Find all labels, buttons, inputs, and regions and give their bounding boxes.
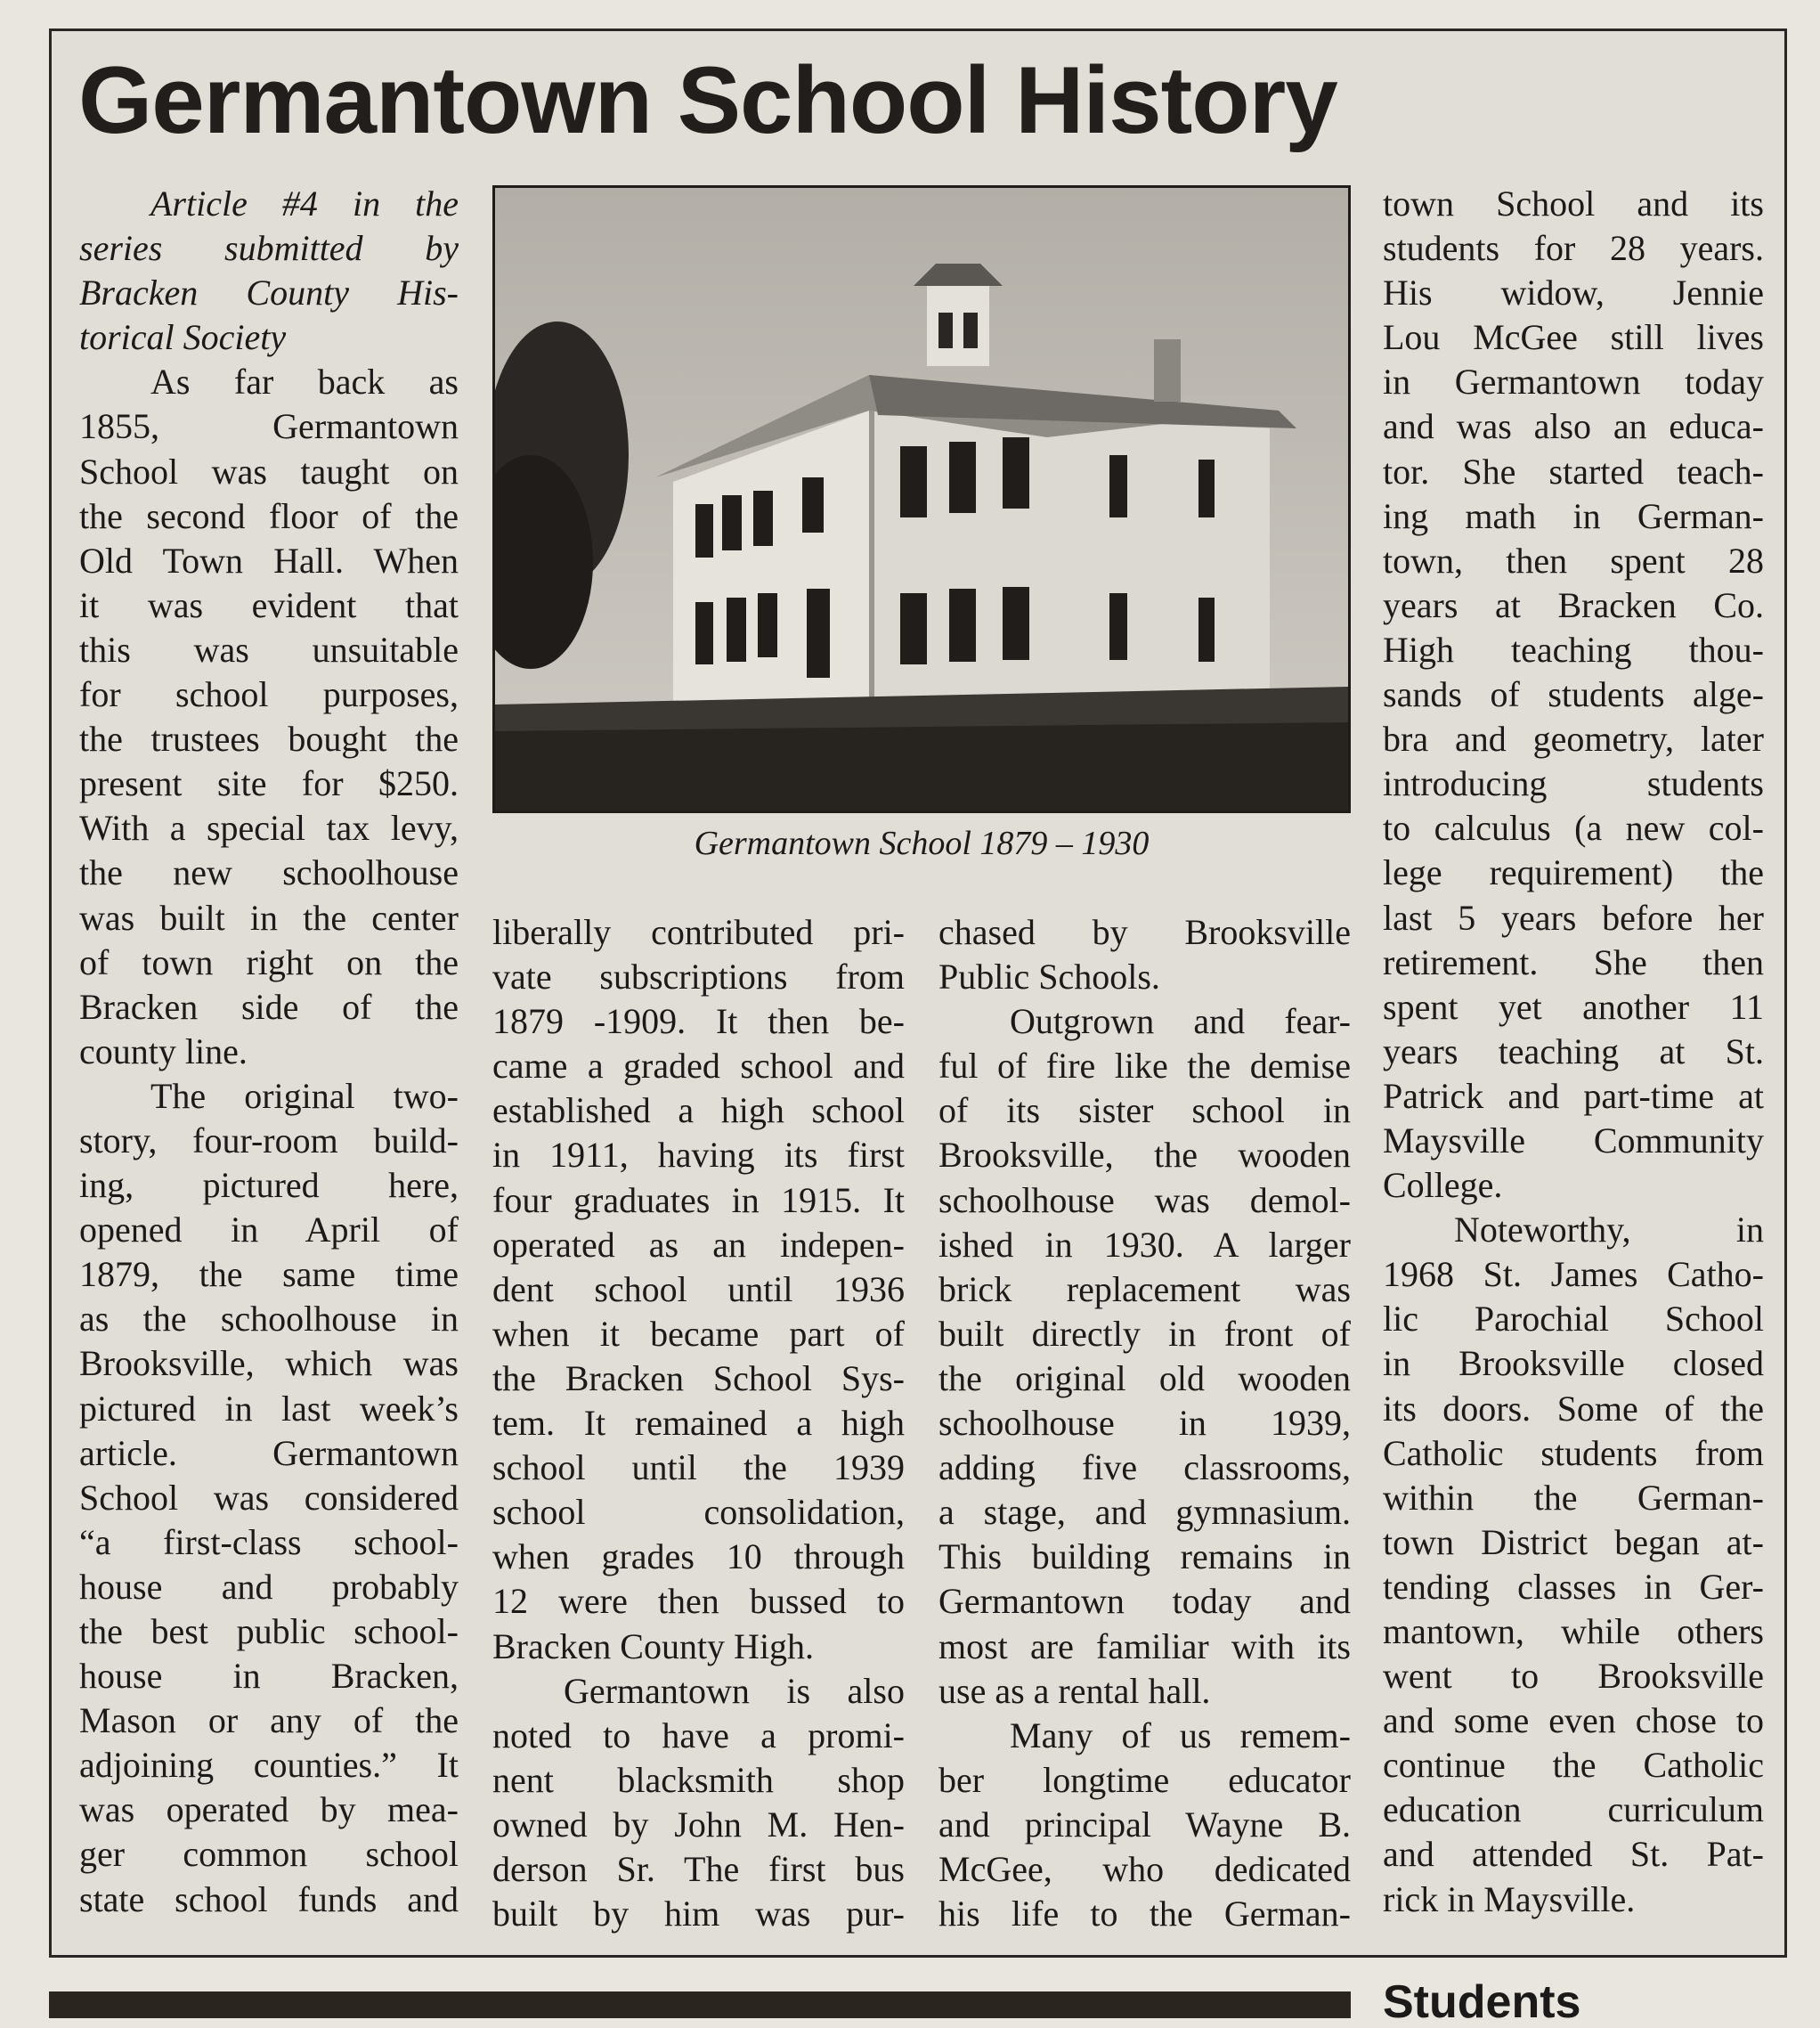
- text-line: “a first-class school-: [79, 1521, 459, 1562]
- text-line: the best public school-: [79, 1611, 459, 1651]
- text-line: present site for $250.: [79, 763, 459, 804]
- text-line: Patrick and part-time at: [1383, 1075, 1764, 1116]
- text-line: last 5 years before her: [1383, 897, 1764, 938]
- text-line: Catholic students from: [1383, 1432, 1764, 1473]
- text-line: the second floor of the: [79, 495, 459, 536]
- text-line: school consolidation,: [492, 1492, 905, 1533]
- text-line: vate subscriptions from: [492, 957, 905, 998]
- text-line: pictured in last week’s: [79, 1388, 459, 1429]
- text-line: retirement. She then: [1383, 941, 1764, 982]
- text-line: Bracken County His-: [79, 273, 459, 314]
- text-line: house and probably: [79, 1566, 459, 1607]
- text-line: High teaching thou-: [1383, 629, 1764, 670]
- text-line: His widow, Jennie: [1383, 273, 1764, 314]
- article-column-3: [938, 910, 1351, 1936]
- text-line: story, four-room build-: [79, 1120, 459, 1161]
- paragraph: [79, 1074, 459, 1922]
- text-line: four graduates in 1915. It: [492, 1179, 905, 1220]
- text-line: Many of us remem-: [1010, 1714, 1351, 1755]
- text-line: operated as an indepen-: [492, 1224, 905, 1265]
- text-line: as the schoolhouse in: [79, 1299, 459, 1340]
- text-line: 1879 -1909. It then be-: [492, 1001, 905, 1042]
- text-line: Mason or any of the: [79, 1700, 459, 1741]
- photo-caption: Germantown School 1879 – 1930: [694, 825, 1150, 862]
- text-line: town District began at-: [1383, 1521, 1764, 1562]
- text-line: As far back as: [150, 362, 459, 403]
- text-line: years teaching at St.: [1383, 1030, 1764, 1071]
- article-title: Germantown School History: [78, 46, 1337, 153]
- article-column-1: [79, 182, 459, 1922]
- text-line: adjoining counties.” It: [79, 1745, 459, 1786]
- text-line: county line.: [79, 1030, 248, 1071]
- schoolhouse-image: [495, 188, 1348, 810]
- paragraph: [492, 910, 905, 1669]
- text-line: ber longtime educator: [938, 1759, 1351, 1800]
- text-line: dent school until 1936: [492, 1268, 905, 1309]
- text-line: house in Bracken,: [79, 1656, 459, 1697]
- text-line: chased by Brooksville: [938, 912, 1351, 952]
- text-line: tending classes in Ger-: [1383, 1566, 1764, 1607]
- text-line: sands of students alge-: [1383, 674, 1764, 715]
- text-line: Germantown is also: [564, 1670, 905, 1711]
- text-line: lic Parochial School: [1383, 1299, 1764, 1340]
- paragraph: [1383, 1208, 1764, 1922]
- text-line: and some even chose to: [1383, 1700, 1764, 1741]
- text-line: noted to have a promi-: [492, 1714, 905, 1755]
- text-line: went to Brooksville: [1383, 1656, 1764, 1697]
- text-line: rick in Maysville.: [1383, 1878, 1636, 1919]
- article-column-4: [1383, 182, 1764, 1922]
- text-line: ing math in German-: [1383, 495, 1764, 536]
- text-line: Lou McGee still lives: [1383, 317, 1764, 358]
- text-line: schoolhouse in 1939,: [938, 1403, 1351, 1444]
- text-line: Maysville Community: [1383, 1120, 1764, 1161]
- paragraph: [79, 360, 459, 1074]
- text-line: With a special tax levy,: [79, 808, 459, 849]
- text-line: his life to the German-: [938, 1894, 1351, 1934]
- text-line: of its sister school in: [938, 1090, 1351, 1131]
- text-line: adding five classrooms,: [938, 1447, 1351, 1488]
- text-line: when grades 10 through: [492, 1536, 905, 1577]
- text-line: tor. She started teach-: [1383, 451, 1764, 492]
- text-line: torical Society: [79, 317, 287, 358]
- text-line: Noteworthy, in: [1454, 1209, 1764, 1250]
- text-line: was built in the center: [79, 897, 459, 938]
- text-line: and attended St. Pat-: [1383, 1834, 1764, 1875]
- text-line: spent yet another 11: [1383, 986, 1764, 1027]
- text-line: ger common school: [79, 1834, 459, 1875]
- text-line: state school funds and: [79, 1878, 459, 1919]
- text-line: and was also an educa-: [1383, 406, 1764, 447]
- text-line: a stage, and gymnasium.: [938, 1492, 1351, 1533]
- text-line: McGee, who dedicated: [938, 1848, 1351, 1889]
- next-article-title: Students: [1383, 1976, 1581, 2028]
- text-line: the original old wooden: [938, 1357, 1351, 1398]
- text-line: to calculus (a new col-: [1383, 808, 1764, 849]
- text-line: ful of fire like the demise: [938, 1046, 1351, 1087]
- text-line: This building remains in: [938, 1536, 1351, 1577]
- text-line: town School and its: [1383, 183, 1764, 224]
- text-line: The original two-: [150, 1075, 459, 1116]
- text-line: school until the 1939: [492, 1447, 905, 1488]
- text-line: built directly in front of: [938, 1313, 1351, 1354]
- school-photo: [492, 185, 1351, 813]
- text-line: it was evident that: [79, 584, 459, 625]
- text-line: this was unsuitable: [79, 629, 459, 670]
- text-line: most are familiar with its: [938, 1625, 1351, 1666]
- text-line: liberally contributed pri-: [492, 912, 905, 952]
- text-line: its doors. Some of the: [1383, 1388, 1764, 1429]
- text-line: series submitted by: [79, 228, 459, 269]
- text-line: owned by John M. Hen-: [492, 1804, 905, 1845]
- text-line: came a graded school and: [492, 1046, 905, 1087]
- text-line: School was taught on: [79, 451, 459, 492]
- text-line: education curriculum: [1383, 1789, 1764, 1830]
- text-line: the trustees bought the: [79, 719, 459, 760]
- text-line: schoolhouse was demol-: [938, 1179, 1351, 1220]
- text-line: use as a rental hall.: [938, 1670, 1211, 1711]
- text-line: Bracken side of the: [79, 986, 459, 1027]
- text-line: ished in 1930. A larger: [938, 1224, 1351, 1265]
- paragraph: [938, 910, 1351, 999]
- text-line: article. Germantown: [79, 1432, 459, 1473]
- text-line: in 1911, having its first: [492, 1135, 905, 1176]
- text-line: Public Schools.: [938, 957, 1160, 998]
- text-line: Outgrown and fear-: [1010, 1001, 1351, 1042]
- paragraph: [1383, 182, 1764, 1208]
- text-line: mantown, while others: [1383, 1611, 1764, 1651]
- next-article-photo-edge: [49, 1991, 1351, 2018]
- text-line: 1879, the same time: [79, 1254, 459, 1295]
- text-line: built by him was pur-: [492, 1894, 905, 1934]
- text-line: 1855, Germantown: [79, 406, 459, 447]
- text-line: the Bracken School Sys-: [492, 1357, 905, 1398]
- text-line: bra and geometry, later: [1383, 719, 1764, 760]
- text-line: opened in April of: [79, 1209, 459, 1250]
- text-line: when it became part of: [492, 1313, 905, 1354]
- text-line: for school purposes,: [79, 674, 459, 715]
- text-line: years at Bracken Co.: [1383, 584, 1764, 625]
- paragraph: [492, 1669, 905, 1937]
- text-line: derson Sr. The first bus: [492, 1848, 905, 1889]
- text-line: School was considered: [79, 1477, 459, 1518]
- text-line: the new schoolhouse: [79, 852, 459, 893]
- text-line: lege requirement) the: [1383, 852, 1764, 893]
- text-line: and principal Wayne B.: [938, 1804, 1351, 1845]
- text-line: in Germantown today: [1383, 362, 1764, 403]
- paragraph: [938, 1714, 1351, 1936]
- text-line: brick replacement was: [938, 1268, 1351, 1309]
- text-line: ing, pictured here,: [79, 1165, 459, 1206]
- text-line: in Brooksville closed: [1383, 1343, 1764, 1384]
- text-line: Article #4 in the: [150, 183, 459, 224]
- text-line: nent blacksmith shop: [492, 1759, 905, 1800]
- text-line: Bracken County High.: [492, 1625, 815, 1666]
- text-line: of town right on the: [79, 941, 459, 982]
- text-line: continue the Catholic: [1383, 1745, 1764, 1786]
- text-line: Germantown today and: [938, 1581, 1351, 1622]
- text-line: 1968 St. James Catho-: [1383, 1254, 1764, 1295]
- text-line: College.: [1383, 1165, 1503, 1206]
- text-line: introducing students: [1383, 763, 1764, 804]
- paragraph: [79, 182, 459, 360]
- text-line: established a high school: [492, 1090, 905, 1131]
- article-column-2: [492, 910, 905, 1936]
- paragraph: [938, 999, 1351, 1714]
- text-line: was operated by mea-: [79, 1789, 459, 1830]
- text-line: 12 were then bussed to: [492, 1581, 905, 1622]
- text-line: Brooksville, which was: [79, 1343, 459, 1384]
- text-line: town, then spent 28: [1383, 540, 1764, 581]
- text-line: students for 28 years.: [1383, 228, 1764, 269]
- text-line: Old Town Hall. When: [79, 540, 459, 581]
- text-line: Brooksville, the wooden: [938, 1135, 1351, 1176]
- text-line: tem. It remained a high: [492, 1403, 905, 1444]
- text-line: within the German-: [1383, 1477, 1764, 1518]
